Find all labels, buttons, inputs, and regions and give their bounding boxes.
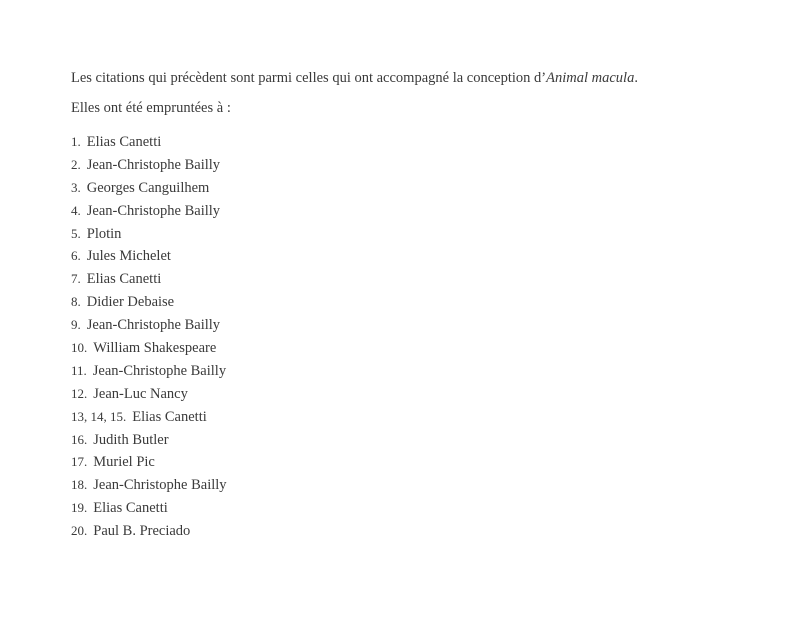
author-name: William Shakespeare bbox=[93, 340, 217, 357]
credits-page bbox=[71, 68, 751, 543]
book-title: Animal macula bbox=[546, 70, 635, 86]
list-item bbox=[71, 383, 751, 406]
list-item bbox=[71, 154, 751, 177]
item-number: 20. bbox=[71, 523, 88, 539]
sources-lead: Elles ont été empruntées à : bbox=[71, 100, 231, 116]
author-name: Georges Canguilhem bbox=[86, 179, 210, 196]
list-item bbox=[71, 223, 751, 246]
list-item bbox=[71, 268, 751, 291]
list-item bbox=[71, 429, 751, 452]
list-item bbox=[71, 314, 751, 337]
list-item bbox=[71, 337, 751, 360]
author-name: Jean-Christophe Bailly bbox=[86, 317, 221, 334]
author-name: Didier Debaise bbox=[86, 294, 175, 311]
list-item bbox=[71, 177, 751, 200]
item-number: 7. bbox=[71, 271, 81, 287]
author-name: Jean-Christophe Bailly bbox=[86, 156, 221, 173]
author-name: Elias Canetti bbox=[86, 271, 162, 288]
list-item bbox=[71, 406, 751, 429]
intro-end: . bbox=[634, 70, 638, 86]
author-name: Judith Butler bbox=[93, 431, 169, 448]
list-item bbox=[71, 291, 751, 314]
list-item bbox=[71, 245, 751, 268]
list-item bbox=[71, 200, 751, 223]
author-name: Paul B. Preciado bbox=[93, 523, 191, 540]
item-number: 3. bbox=[71, 179, 81, 195]
author-name: Plotin bbox=[86, 225, 122, 242]
list-item bbox=[71, 451, 751, 474]
item-number: 5. bbox=[71, 225, 81, 241]
list-item bbox=[71, 497, 751, 520]
author-name: Elias Canetti bbox=[86, 134, 162, 150]
item-number: 18. bbox=[71, 477, 88, 493]
author-name: Jean-Christophe Bailly bbox=[93, 477, 227, 494]
item-number: 19. bbox=[71, 500, 88, 516]
item-number: 12. bbox=[71, 385, 88, 401]
intro-text: Les citations qui précèdent sont parmi celles qui ont accompagné la conception d’ bbox=[71, 70, 547, 86]
item-number: 16. bbox=[71, 431, 88, 447]
item-number: 13, 14, 15. bbox=[71, 408, 127, 424]
intro-paragraph bbox=[71, 68, 751, 88]
sources-list bbox=[71, 131, 751, 543]
list-item bbox=[71, 360, 751, 383]
item-number: 11. bbox=[71, 362, 87, 378]
item-number: 8. bbox=[71, 294, 81, 310]
list-item bbox=[71, 474, 751, 497]
author-name: Jean-Luc Nancy bbox=[93, 385, 188, 402]
item-number: 9. bbox=[71, 317, 81, 333]
item-number: 17. bbox=[71, 454, 88, 470]
item-number: 6. bbox=[71, 248, 81, 264]
author-name: Jean-Christophe Bailly bbox=[86, 202, 221, 219]
item-number: 4. bbox=[71, 202, 81, 218]
list-item bbox=[71, 520, 751, 543]
item-number: 2. bbox=[71, 156, 81, 172]
author-name: Muriel Pic bbox=[93, 454, 155, 471]
author-name: Elias Canetti bbox=[93, 500, 168, 517]
item-number: 10. bbox=[71, 340, 88, 356]
author-name: Elias Canetti bbox=[132, 408, 207, 425]
author-name: Jean-Christophe Bailly bbox=[92, 362, 227, 379]
list-item bbox=[71, 131, 751, 154]
author-name: Jules Michelet bbox=[86, 248, 171, 265]
item-number: 1. bbox=[71, 134, 81, 149]
